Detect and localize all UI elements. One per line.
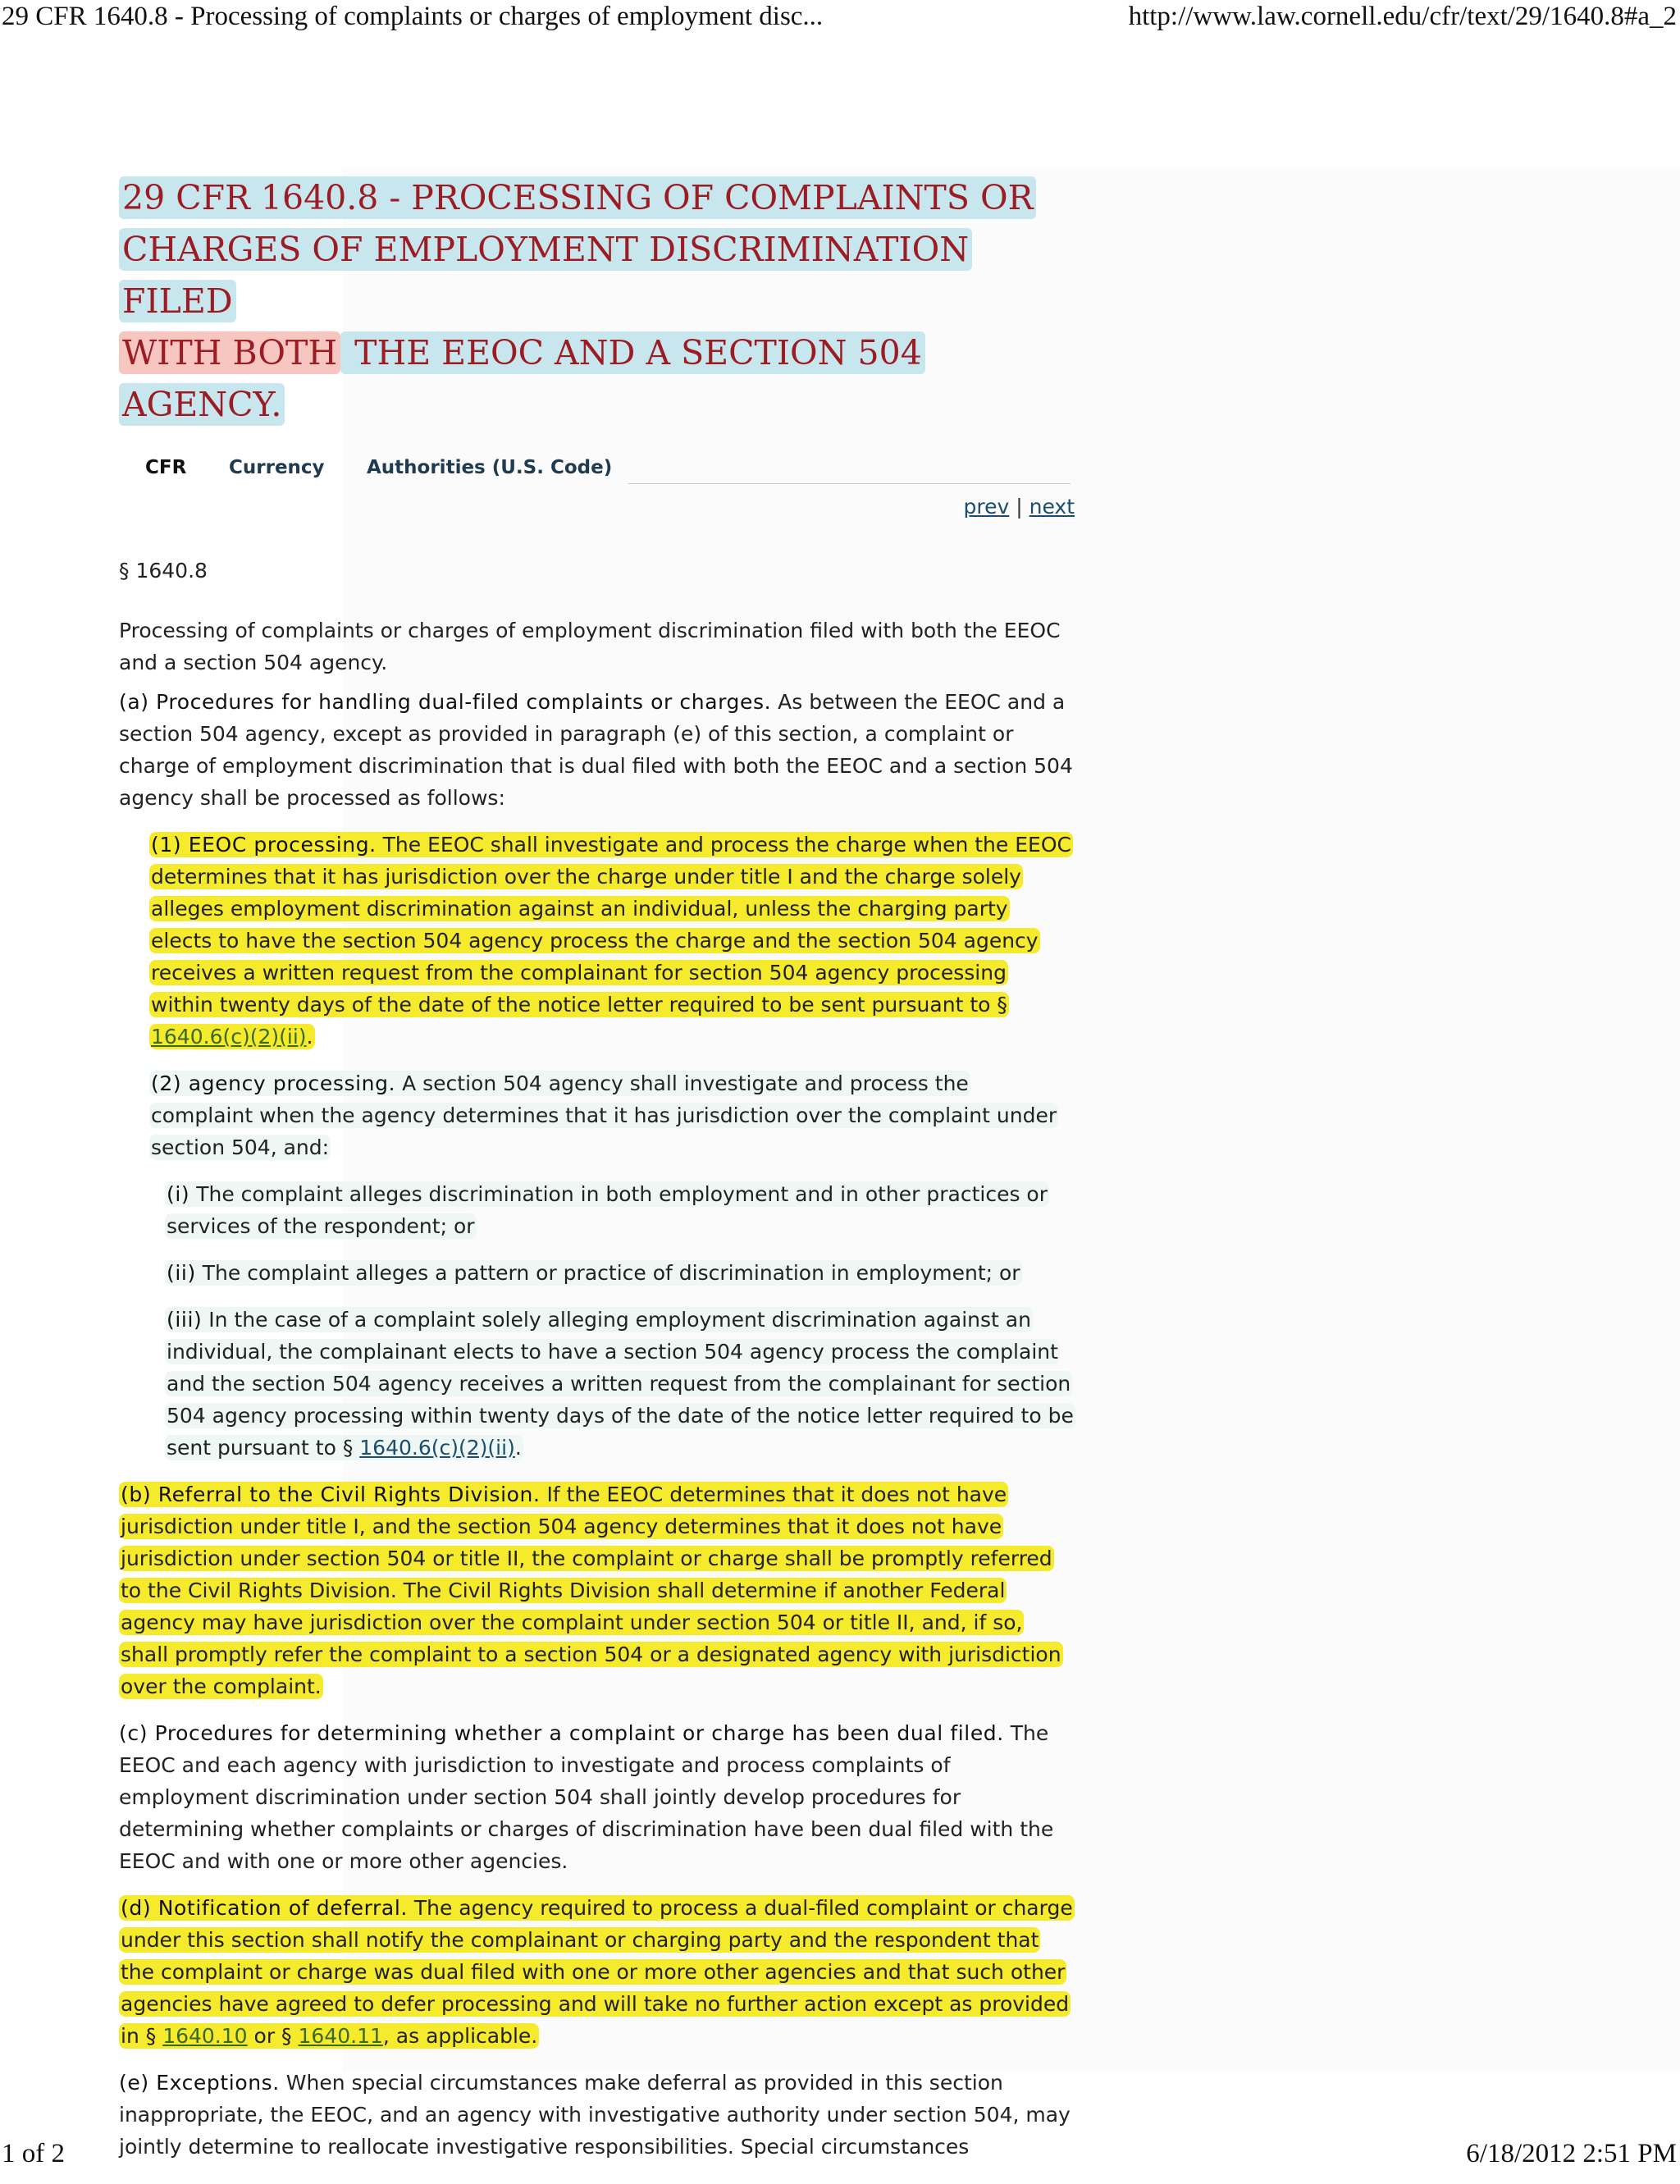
paragraph-c-heading: (c) Procedures for determining whether a complaint or charge has been dual filed.	[119, 1721, 1004, 1745]
paragraph-a2i	[165, 1178, 1075, 1242]
paragraph-a1-heading: (1) EEOC processing.	[151, 833, 377, 857]
title-line-1: 29 CFR 1640.8 - PROCESSING OF COMPLAINTS OR	[119, 176, 1036, 219]
paragraph-b	[119, 1478, 1075, 1702]
paragraph-a2ii-heading: (ii)	[167, 1261, 196, 1285]
pager-separator: |	[1016, 495, 1023, 519]
section-number: § 1640.8	[119, 559, 208, 583]
cross-reference-link[interactable]: 1640.6(c)(2)(ii)	[151, 1025, 307, 1049]
tab-bar	[119, 450, 1075, 483]
paragraph-a2i-heading: (i)	[167, 1182, 190, 1206]
paragraph-e-text: When special circumstances make deferral as provided in this section inappropriate, the EEOC, and an agency with investigative authority under section 504, may jointly determine to reallocate investigative responsibilities. Special circumstances	[119, 2071, 1071, 2159]
paragraph-a2i-text: The complaint alleges discrimination in both employment and in other practices or services of the respondent; or	[167, 1182, 1048, 1238]
cross-reference-link[interactable]: 1640.6(c)(2)(ii)	[359, 1436, 515, 1460]
paragraph-a-heading: (a) Procedures for handling dual-filed complaints or charges.	[119, 690, 772, 714]
paragraph-d-heading: (d) Notification of deferral.	[121, 1896, 408, 1920]
paragraph-a2-highlight	[149, 1071, 1058, 1160]
paragraph-b-highlight	[119, 1482, 1063, 1699]
paragraph-a2iii-highlight: (iii) In the case of a complaint solely alleging employment discrimination against an individual, the complainant elects to have a section 504 agency process the complaint and the section 504 agency receives a written request from the complainant for section 504 agency processing within twenty days of the date of the notice letter required to be sent pursuant to § 1640.6(c)(2)(ii).	[167, 1308, 1074, 1460]
paragraph-a1	[149, 829, 1075, 1053]
paragraph-a2	[149, 1067, 1075, 1163]
cross-reference-link-1640-10[interactable]: 1640.10	[162, 2024, 248, 2048]
paragraph-c-text: The EEOC and each agency with jurisdiction to investigate and process complaints of employment discrimination under section 504 shall jointly develop procedures for determining whether complaints or charges of discrimination have been dual filed with the EEOC and with one or more other agencies.	[119, 1721, 1054, 1873]
paragraph-a2iii	[165, 1304, 1075, 1464]
paragraph-a1-text: The EEOC shall investigate and process the charge when the EEOC determines that it has jurisdiction over the charge under title I and the charge solely alleges employment discrimination against an individual, unless the charging party elects to have the section 504 agency process the charge and the section 504 agency receives a written request from the complainant for section 504 agency processing within twenty days of the date of the notice letter required to be sent pursuant to §	[151, 833, 1071, 1017]
print-header-title: 29 CFR 1640.8 - Processing of complaints or charges of employment disc...	[2, 2, 824, 31]
paragraph-d	[119, 1892, 1075, 2052]
paragraph-a2ii-highlight	[165, 1260, 1022, 1286]
page-title	[119, 172, 1075, 431]
paragraph-e-heading: (e) Exceptions.	[119, 2071, 280, 2095]
print-header-url: http://www.law.cornell.edu/cfr/text/29/1640.8#a_2	[1128, 2, 1677, 31]
paragraph-a2-text: A section 504 agency shall investigate and process the complaint when the agency determines that it has jurisdiction over the complaint under section 504, and:	[151, 1071, 1057, 1159]
paragraph-d-text: The agency required to process a dual-filed complaint or charge under this section shall notify the complainant or charging party and the respondent that the complaint or charge was dual filed with one or more other agencies and that such other agencies have agreed to defer processing and will take no further action except as provided in §	[121, 1896, 1073, 2048]
title-line-3-end: THE EEOC AND A SECTION 504 AGENCY.	[119, 331, 925, 426]
paragraph-a	[119, 686, 1075, 814]
paragraph-a2ii	[165, 1257, 1075, 1289]
paragraph-b-text: If the EEOC determines that it does not have jurisdiction under title I, and the section 504 agency determines that it does not have jurisdiction under section 504 or title II, the complaint or charge shall be promptly referred to the Civil Rights Division. The Civil Rights Division shall determine if another Federal agency may have jurisdiction over the complaint under section 504 or title II, and, if so, shall promptly refer the complaint to a section 504 or a designated agency with jurisdiction over the complaint.	[121, 1483, 1061, 1698]
page-count: 1 of 2	[2, 2139, 65, 2168]
paragraph-a2-heading: (2) agency processing.	[151, 1071, 396, 1095]
prev-link[interactable]: prev	[963, 495, 1010, 519]
title-line-3-start: WITH BOTH	[119, 331, 340, 374]
print-header	[0, 0, 1680, 37]
document-page	[119, 172, 1075, 2184]
pager	[119, 495, 1075, 519]
paragraph-a2iii-text: In the case of a complaint solely alleging employment discrimination against an individual, the complainant elects to have a section 504 agency process the complaint and the section 504 agency receives a written request from the complainant for section 504 agency processing within twenty days of the date of the notice letter required to be sent pursuant to §	[167, 1308, 1074, 1460]
print-timestamp: 6/18/2012 2:51 PM	[1466, 2139, 1677, 2168]
regulation-body	[119, 615, 1075, 2184]
tab-bar-divider	[628, 483, 1071, 484]
next-link[interactable]: next	[1029, 495, 1075, 519]
tab-currency[interactable]: Currency	[229, 457, 325, 478]
paragraph-a2iii-heading: (iii)	[167, 1308, 203, 1332]
paragraph-b-heading: (b) Referral to the Civil Rights Division.	[121, 1483, 541, 1506]
cross-reference-link-1640-11[interactable]: 1640.11	[298, 2024, 383, 2048]
paragraph-d-highlight: (d) Notification of deferral. The agency required to process a dual-filed complaint or charge under this section shall notify the complainant or charging party and the respondent that the complaint or charge was dual filed with one or more other agencies and that such other agencies have agreed to defer processing and will take no further action except as provided in § 1640.10 or § 1640.11, as applicable.	[121, 1896, 1073, 2048]
tab-authorities[interactable]: Authorities (U.S. Code)	[367, 457, 613, 478]
paragraph-a2i-highlight	[165, 1181, 1049, 1239]
paragraph-a-text: As between the EEOC and a section 504 agency, except as provided in paragraph (e) of this section, a complaint or charge of employment discrimination that is dual filed with both the EEOC and a section 504 agency shall be processed as follows:	[119, 690, 1073, 810]
print-footer	[0, 2133, 1680, 2174]
tab-cfr[interactable]: CFR	[145, 457, 187, 478]
paragraph-a2ii-text: The complaint alleges a pattern or practice of discrimination in employment; or	[195, 1261, 1020, 1285]
title-line-2: CHARGES OF EMPLOYMENT DISCRIMINATION FILED	[119, 228, 972, 322]
section-heading-text: Processing of complaints or charges of employment discrimination filed with both the EEOC and a section 504 agency.	[119, 619, 1061, 674]
paragraph-a1-highlight: (1) EEOC processing. The EEOC shall investigate and process the charge when the EEOC determines that it has jurisdiction over the charge under title I and the charge solely alleges employment discrimination against an individual, unless the charging party elects to have the section 504 agency process the charge and the section 504 agency receives a written request from the complainant for section 504 agency processing within twenty days of the date of the notice letter required to be sent pursuant to § 1640.6(c)(2)(ii).	[151, 833, 1071, 1049]
paragraph-c	[119, 1717, 1075, 1877]
